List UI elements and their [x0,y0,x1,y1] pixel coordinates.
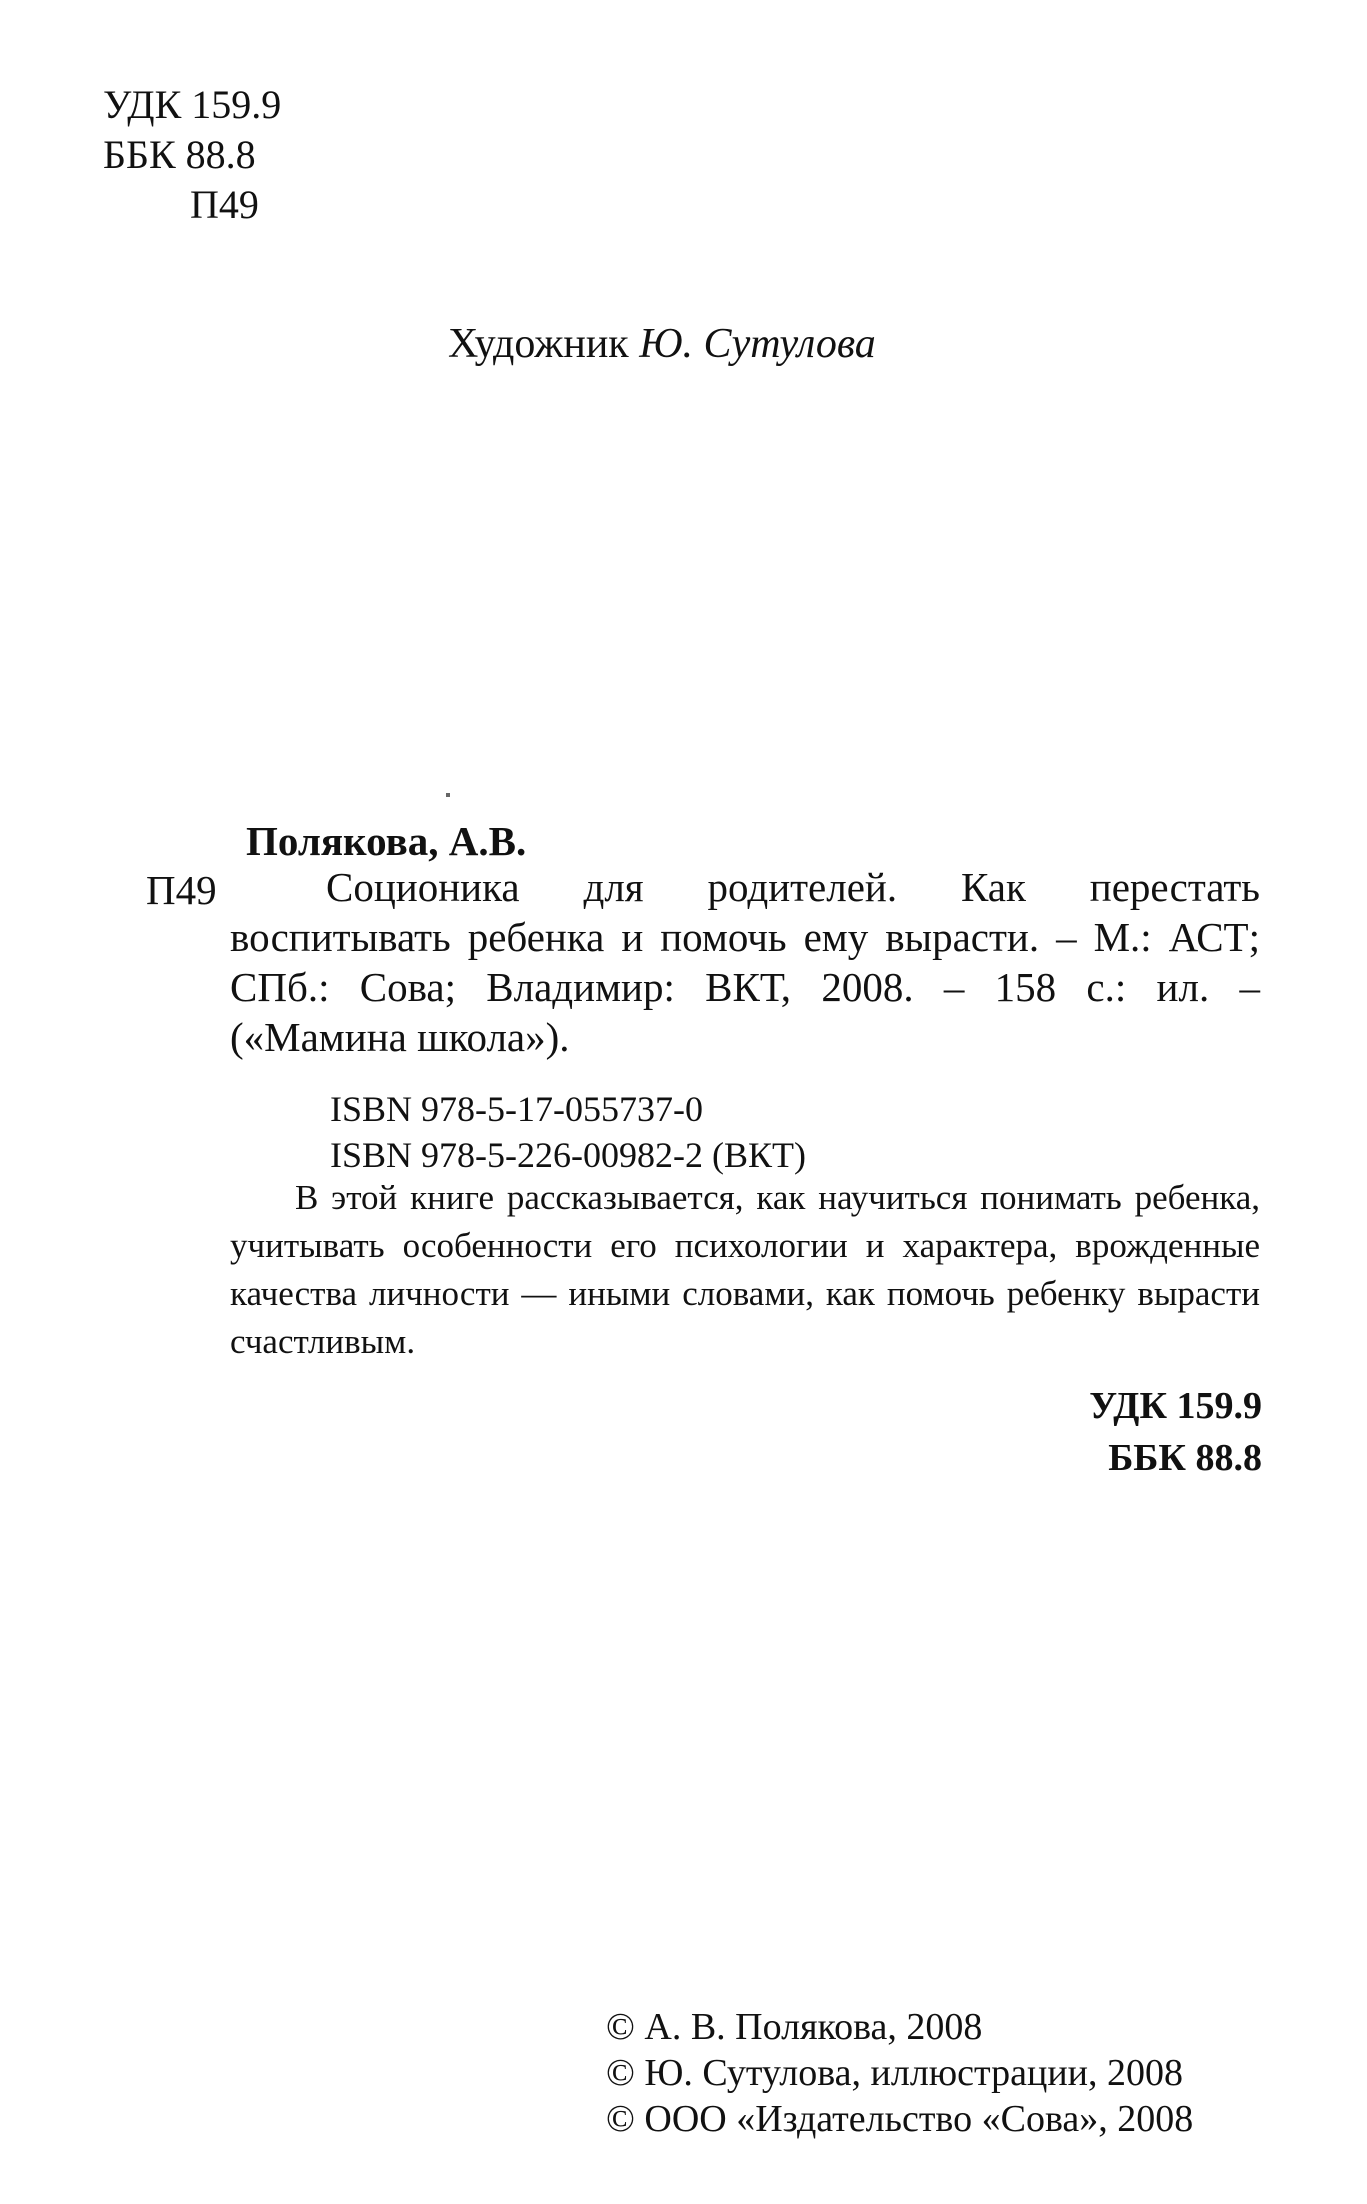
header-bbk: ББК 88.8 [103,132,256,177]
abstract-text: В этой книге рассказывается, как научиться понимать ребенка, учитывать особенности его психологии и характера, врожденные качества личности — иными словами, как помочь ребенку вырасти счастливым. [230,1178,1260,1361]
header-udk: УДК 159.9 [103,82,282,127]
isbn-line: ISBN 978-5-17-055737-0 [330,1089,703,1129]
artist-label: Художник [448,321,629,367]
copyright-line: © Ю. Сутулова, иллюстрации, 2008 [606,2052,1183,2094]
isbn-list [330,1086,806,1178]
copyright-line: © ООО «Издательство «Сова», 2008 [606,2098,1194,2140]
artist-name: Ю. Сутулова [639,321,876,367]
header-classification-codes [103,80,281,230]
copyright-block [606,2004,1193,2142]
header-author-mark: П49 [190,182,259,227]
print-speck [446,793,450,797]
entry-mark: П49 [146,867,217,913]
footer-classification-codes [1089,1380,1262,1484]
isbn-line: ISBN 978-5-226-00982-2 (ВКТ) [330,1135,806,1175]
copyright-line: © А. В. Полякова, 2008 [606,2006,983,2048]
artist-credit [448,320,876,368]
entry-description: Соционика для родителей. Как перестать воспитывать ребенка и помочь ему вырасти. – М.: АСТ; СПб.: Сова; Владимир: ВКТ, 2008. – 158 с.: ил. – («Мамина школа»). [230,864,1260,1060]
footer-udk: УДК 159.9 [1089,1385,1262,1427]
footer-bbk: ББК 88.8 [1108,1437,1262,1479]
entry-author: Полякова, А.В. [246,818,527,864]
